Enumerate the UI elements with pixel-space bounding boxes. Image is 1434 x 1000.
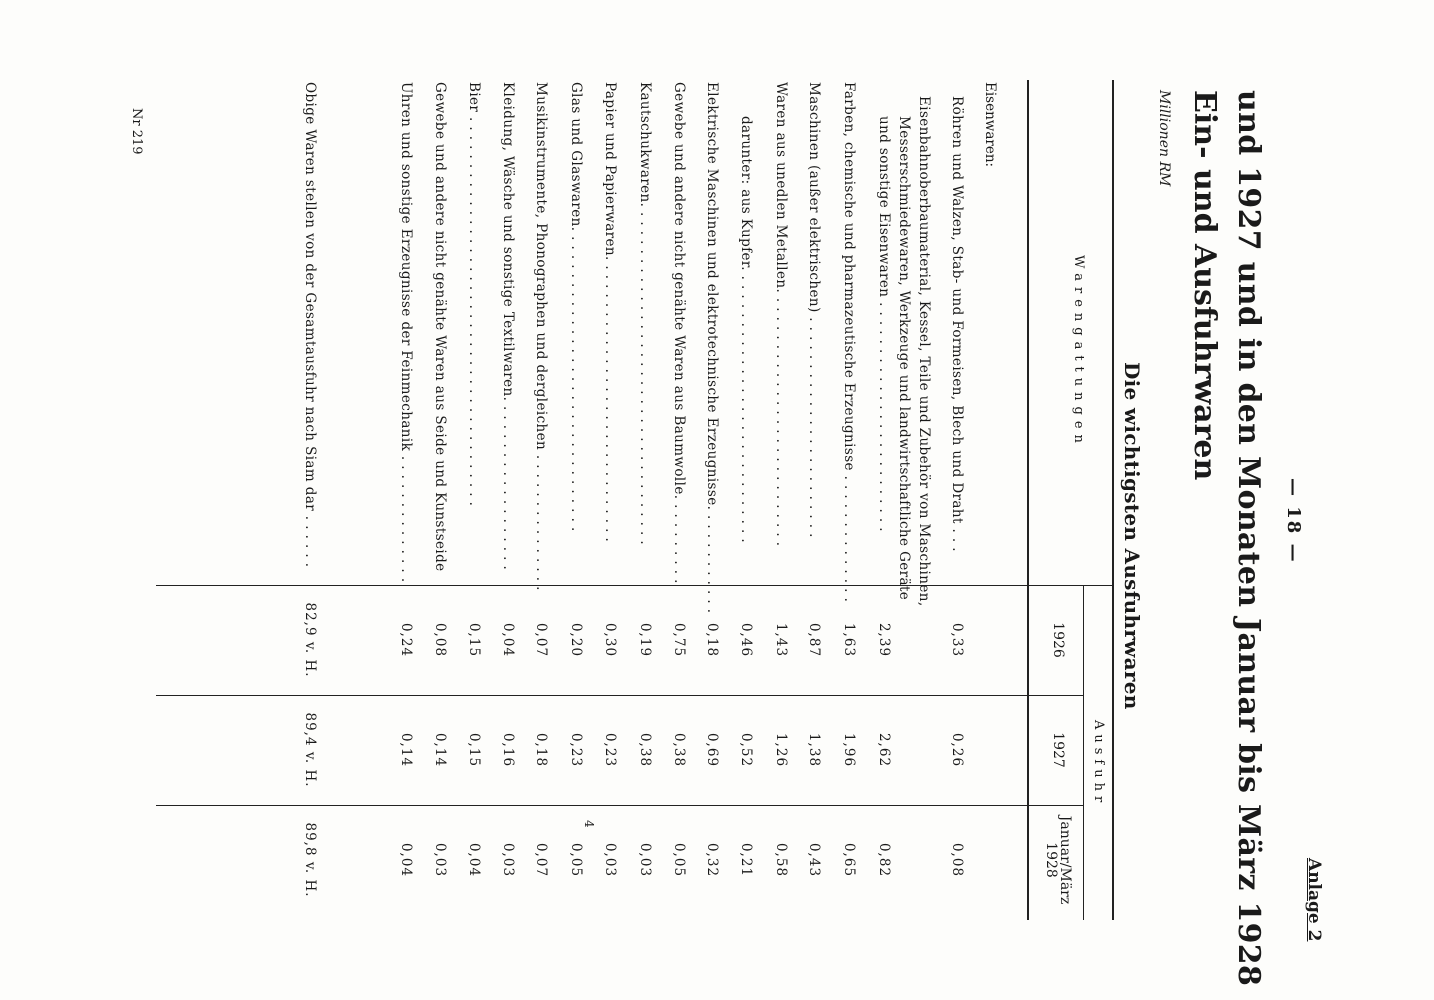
table-cell: 1,96 [841,732,857,768]
table-cell: 0,15 [466,622,482,658]
table-cell: 0,14 [398,732,414,768]
table-row-label: Röhren und Walzen, Stab- und Formeisen, Blech und Draht . . . [949,96,965,552]
table-cell: 0,08 [949,842,965,878]
page-title-line2: Ein- und Ausfuhrwaren [1187,90,1222,481]
table-row-label: Farben, chemische und pharmazeutische Erzeugnisse . . . . . . . . . . . . . . [841,82,857,603]
table-cell: 0,18 [704,622,720,658]
table-cell: 0,03 [432,842,448,878]
table-cell: 0,46 [738,622,754,658]
label-column-header: Warengattungen [1071,255,1086,449]
table-cell: 0,87 [806,622,822,658]
table-row-label: Uhren und sonstige Erzeugnisse der Feinmechanik . . . . . . . . . . . . . . [398,82,414,583]
table-cell: 0,75 [671,622,687,658]
table-cell: 0,21 [738,842,754,878]
table-cell: 0,24 [398,622,414,658]
table-row-label: Maschinen (außer elektrischen) . . . . . . . . . . . . . . . . . . . . . . . . [806,82,822,538]
page-number: — 18 — [1283,478,1304,564]
table-subtitle: Die wichtigsten Ausfuhrwaren [1120,362,1144,710]
table-cell: 0,08 [432,622,448,658]
table-row-label: Elektrische Maschinen und elektrotechnische Erzeugnisse. . . . . . . . . . . . [704,82,720,614]
column-header-1926: 1926 [1050,622,1066,658]
table-cell: 0,69 [704,732,720,768]
table-cell: 89,8 v. H. [302,822,318,898]
column-divider-3 [156,805,1084,806]
table-row-label: Musikinstrumente, Phonographen und dergleichen . . . . . . . . . . . . . . . [533,82,549,591]
page-reference: 4 [582,820,596,828]
table-row-label: und sonstige Eisenwaren . . . . . . . . . . . . . . . . . . . . . . . . . [876,116,892,532]
table-row-label: Bier . . . . . . . . . . . . . . . . . . . . . . . . . . . . . . . . . . . . . . . . . . [466,82,482,507]
column-header-1927: 1927 [1050,732,1066,768]
table-row-label: Kautschukwaren. . . . . . . . . . . . . . . . . . . . . . . . . . . . . . . . . . . . . [637,82,653,546]
table-cell: 0,03 [602,842,618,878]
table-row-label: Messerschmiedewaren, Werkzeuge und landwirtschaftliche Geräte [896,116,912,601]
table-cell: 0,20 [568,622,584,658]
table-row-label: Obige Waren stellen von der Gesamtausfuhr nach Siam dar . . . . . . [302,82,318,568]
table-cell: 0,04 [466,842,482,878]
column-divider-1 [156,585,1114,586]
table-row-label: darunter: aus Kupfer. . . . . . . . . . . . . . . . . . . . . . . . . . . . . . [738,116,754,544]
section-label: Eisenwaren: [982,82,998,168]
table-cell: 0,14 [432,732,448,768]
table-cell: 0,15 [466,732,482,768]
table-cell: 0,18 [533,732,549,768]
archive-signature: Nr 219 [129,108,144,155]
table-cell: 0,07 [533,842,549,878]
table-cell: 1,38 [806,732,822,768]
table-cell: 0,33 [949,622,965,658]
table-cell: 0,05 [671,842,687,878]
table-cell: 0,23 [568,732,584,768]
table-cell: 2,39 [876,622,892,658]
table-cell: 0,82 [876,842,892,878]
table-row-label: Glas und Glaswaren. . . . . . . . . . . . . . . . . . . . . . . . . . . . . . . . . [568,82,584,532]
ausfuhr-underline [1083,585,1084,920]
table-cell: 0,16 [500,732,516,768]
table-cell: 0,65 [841,842,857,878]
table-cell: 0,19 [637,622,653,658]
table-cell: 0,32 [704,842,720,878]
table-cell: 1,26 [773,732,789,768]
table-cell: 1,63 [841,622,857,658]
table-row-label: Kleidung, Wäsche und sonstige Textilwaren. . . . . . . . . . . . . . . . . . . [500,82,516,571]
table-cell: 0,23 [602,732,618,768]
table-cell: 0,43 [806,842,822,878]
table-cell: 0,38 [671,732,687,768]
top-rule [1112,80,1114,920]
table-cell: 0,26 [949,732,965,768]
table-cell: 1,43 [773,622,789,658]
table-cell: 89,4 v. H. [302,712,318,788]
table-cell: 82,9 v. H. [302,602,318,678]
table-cell: 2,62 [876,732,892,768]
ausfuhr-group-header: Ausfuhr [1091,720,1106,808]
table-cell: 0,07 [533,622,549,658]
table-cell: 0,04 [500,622,516,658]
column-divider-2 [156,695,1084,696]
table-cell: 0,05 [568,842,584,878]
column-header-1928: Januar/März 1928 [1043,815,1073,905]
table-cell: 0,03 [500,842,516,878]
table-cell: 0,03 [637,842,653,878]
units-label: Millionen RM [1156,90,1172,187]
annex-label: Anlage 2 [1304,858,1324,942]
table-cell: 0,38 [637,732,653,768]
page-title-line1: und 1927 und in den Monaten Januar bis März 1928 [1231,90,1266,987]
table-row-label: Papier und Papierwaren. . . . . . . . . . . . . . . . . . . . . . . . . . . . . . . [602,82,618,543]
table-row-label: Gewebe und andere nicht genähte Waren aus Seide und Kunstseide [432,82,448,572]
header-bottom-rule [1027,80,1029,920]
table-cell: 0,04 [398,842,414,878]
table-cell: 0,30 [602,622,618,658]
table-cell: 0,52 [738,732,754,768]
table-row-label: Gewebe und andere nicht genähte Waren aus Baumwolle. . . . . . . . . . [671,82,687,584]
table-row-label: Eisenbahnoberbaumaterial, Kessel, Teile und Zubehör von Maschinen, [916,96,932,607]
table-row-label: Waren aus unedlen Metallen. . . . . . . . . . . . . . . . . . . . . . . . . . . . [773,82,789,547]
table-cell: 0,58 [773,842,789,878]
